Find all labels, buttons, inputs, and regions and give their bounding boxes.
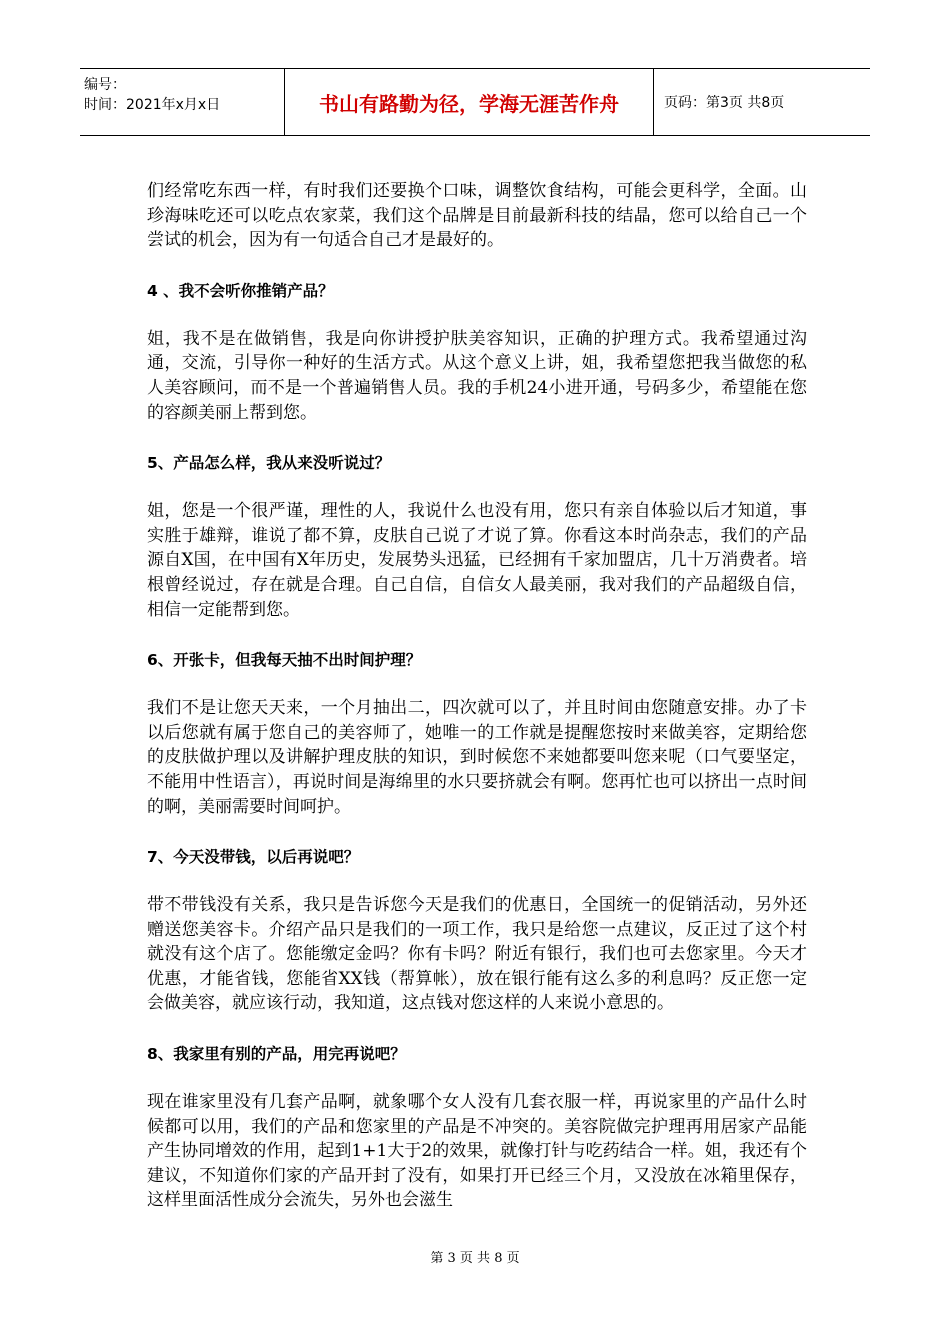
document-number-label: 编号： (84, 77, 126, 93)
document-body (147, 179, 807, 1213)
page-header (80, 68, 870, 136)
answer-paragraph: 我们不是让您天天来，一个月抽出二，四次就可以了，并且时间由您随意安排。办了卡以后您就有属于您自己的美容师了，她唯一的工作就是提醒您按时来做美容，定期给您的皮肤做护理以及讲解护理皮肤的知识，到时候您不来她都要叫您来呢（口气要坚定，不能用中性语言），再说时间是海绵里的水只要挤就会有啊。您再忙也可以挤出一点时间的啊，美丽需要时间呵护。 (147, 698, 807, 817)
question-heading: 4 、我不会听你推销产品？ (147, 281, 334, 300)
answer-paragraph: 姐，您是一个很严谨，理性的人，我说什么也没有用，您只有亲自体验以后才知道，事实胜于雄辩，谁说了都不算，皮肤自己说了才说了算。你看这本时尚杂志，我们的产品源自X国，在中国有X年历史，发展势头迅猛，已经拥有千家加盟店，几十万消费者。培根曾经说过，存在就是合理。自己自信，自信女人最美丽，我对我们的产品超级自信，相信一定能帮到您。 (147, 501, 807, 620)
question-heading: 6、开张卡，但我每天抽不出时间护理？ (147, 651, 422, 670)
question-heading: 8、我家里有别的产品，用完再说吧？ (147, 1045, 406, 1064)
page-footer: 第 3 页 共 8 页 (430, 1251, 520, 1266)
document-time-label: 时间：2021年x月x日 (84, 97, 221, 113)
answer-paragraph: 带不带钱没有关系，我只是告诉您今天是我们的优惠日，全国统一的促销活动，另外还赠送您美容卡。介绍产品只是我们的一项工作，我只是给您一点建议，反正过了这个村就没有这个店了。您能缴定金吗？你有卡吗？附近有银行，我们也可去您家里。今天才优惠，才能省钱，您能省XX钱（帮算帐），放在银行能有这么多的利息吗？反正您一定会做美容，就应该行动，我知道，这点钱对您这样的人来说小意思的。 (147, 895, 807, 1014)
header-page-number: 页码：第3页 共8页 (664, 95, 785, 111)
question-heading: 5、产品怎么样，我从来没听说过？ (147, 454, 391, 473)
answer-paragraph: 姐，我不是在做销售，我是向你讲授护肤美容知识，正确的护理方式。我希望通过沟通，交流，引导你一种好的生活方式。从这个意义上讲，姐，我希望您把我当做您的私人美容顾问，而不是一个普遍销售人员。我的手机24小进开通，号码多少，希望能在您的容颜美丽上帮到您。 (147, 328, 807, 423)
answer-paragraph: 现在谁家里没有几套产品啊，就象哪个女人没有几套衣服一样，再说家里的产品什么时候都可以用，我们的产品和您家里的产品是不冲突的。美容院做完护理再用居家产品能产生协同增效的作用，起到1+1大于2的效果，就像打针与吃药结合一样。姐，我还有个建议，不知道你们家的产品开封了没有，如果打开已经三个月，又没放在冰箱里保存，这样里面活性成分会流失，另外也会滋生 (147, 1092, 807, 1211)
header-motto: 书山有路勤为径，学海无涯苦作舟 (284, 69, 654, 135)
header-meta (80, 69, 284, 135)
question-heading: 7、今天没带钱，以后再说吧？ (147, 848, 360, 867)
answer-paragraph: 们经常吃东西一样，有时我们还要换个口味，调整饮食结构，可能会更科学，全面。山珍海味吃还可以吃点农家菜，我们这个品牌是目前最新科技的结晶，您可以给自己一个尝试的机会，因为有一句适合自己才是最好的。 (147, 181, 807, 251)
